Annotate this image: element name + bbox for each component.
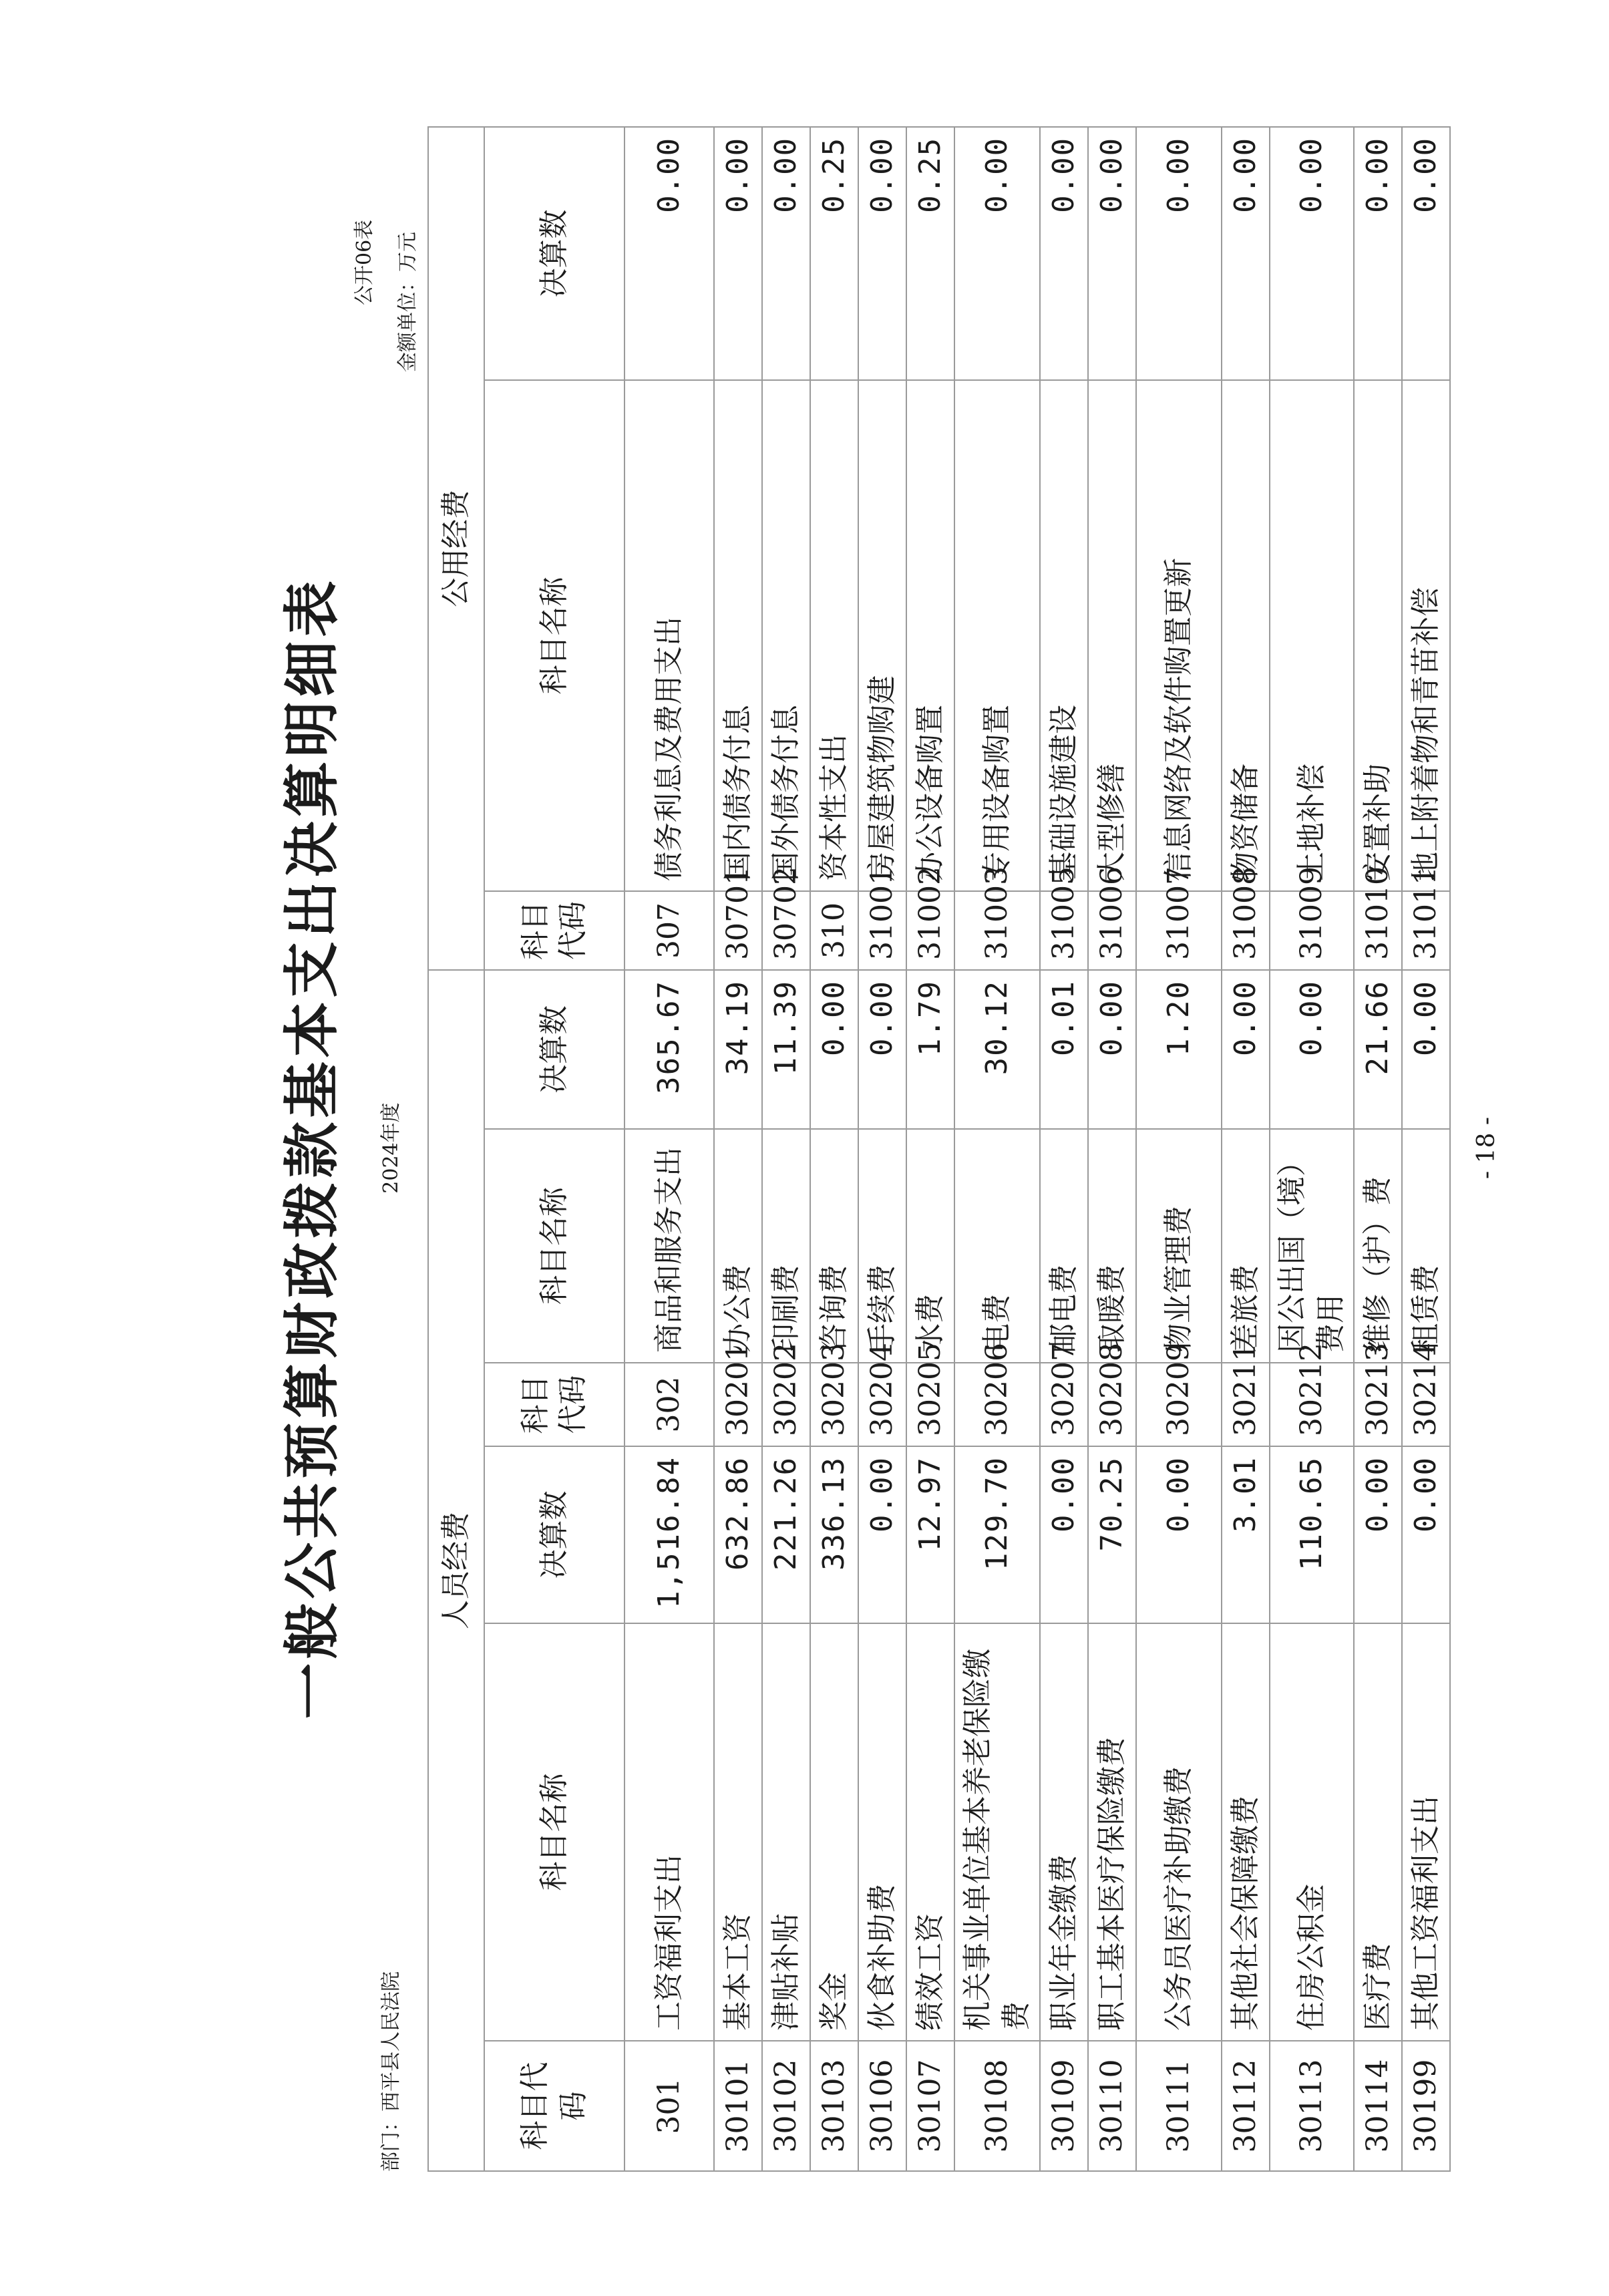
cell-c1: 30103 [810,2041,858,2171]
cell-n1: 医疗费 [1354,1623,1402,2041]
cell-n1: 其他工资福利支出 [1402,1623,1450,2041]
table-row [1270,127,1354,2171]
cell-a2: 0.00 [810,970,858,1129]
cell-c2: 302 [624,1363,714,1446]
cell-a1: 632.86 [714,1446,762,1623]
cell-n2: 水费 [906,1129,954,1363]
cell-c3: 307 [624,891,714,970]
table-row [714,127,762,2171]
cell-c1: 30113 [1270,2041,1354,2171]
header-amount-3: 决算数 [484,127,624,380]
cell-a3: 0.00 [858,127,906,380]
cell-c1: 30112 [1222,2041,1270,2171]
page-number: - 18 - [1473,1116,1500,1180]
cell-c1: 30108 [954,2041,1040,2171]
cell-c2: 30205 [906,1363,954,1446]
cell-n2: 咨询费 [810,1129,858,1363]
cell-a2: 0.00 [858,970,906,1129]
cell-n2: 手续费 [858,1129,906,1363]
cell-a3: 0.00 [954,127,1040,380]
cell-a1: 0.00 [1136,1446,1222,1623]
cell-c3: 310 [810,891,858,970]
table-row [1040,127,1088,2171]
cell-c1: 30114 [1354,2041,1402,2171]
cell-a2: 11.39 [762,970,810,1129]
cell-a3: 0.00 [1354,127,1402,380]
cell-n3: 国内债务付息 [714,380,762,891]
page-title: 一般公共预算财政拨款基本支出决算明细表 [279,577,345,1719]
cell-a2: 365.67 [624,970,714,1129]
header-name-3: 科目名称 [484,380,624,891]
cell-n2: 差旅费 [1222,1129,1270,1363]
cell-c1: 301 [624,2041,714,2171]
cell-n3: 物资储备 [1222,380,1270,891]
table-row [858,127,906,2171]
department-label: 部门：西平县人民法院 [379,1971,403,2172]
cell-c3: 31006 [1088,891,1136,970]
cell-c1: 30111 [1136,2041,1222,2171]
cell-c3: 31010 [1354,891,1402,970]
cell-c1: 30102 [762,2041,810,2171]
cell-n3: 信息网络及软件购置更新 [1136,380,1222,891]
cell-n1: 住房公积金 [1270,1623,1354,2041]
cell-n1: 公务员医疗补助缴费 [1136,1623,1222,2041]
cell-a1: 0.00 [1402,1446,1450,1623]
cell-a1: 110.65 [1270,1446,1354,1623]
cell-c3: 31005 [1040,891,1088,970]
cell-a3: 0.25 [810,127,858,380]
header-code-3: 科目 代码 [484,891,624,970]
cell-n1: 工资福利支出 [624,1623,714,2041]
cell-a2: 30.12 [954,970,1040,1129]
group-public: 公用经费 [428,127,484,970]
table-row [954,127,1040,2171]
cell-c3: 31008 [1222,891,1270,970]
cell-c2: 30208 [1088,1363,1136,1446]
cell-c3: 31002 [906,891,954,970]
table-row [624,127,714,2171]
cell-n2: 物业管理费 [1136,1129,1222,1363]
header-name: 科目名称 [484,1623,624,2041]
cell-a3: 0.00 [1270,127,1354,380]
cell-c3: 31011 [1402,891,1450,970]
cell-a3: 0.00 [714,127,762,380]
cell-a2: 0.01 [1040,970,1088,1129]
cell-c2: 30201 [714,1363,762,1446]
cell-n1: 绩效工资 [906,1623,954,2041]
cell-a1: 3.01 [1222,1446,1270,1623]
cell-a3: 0.00 [1402,127,1450,380]
cell-n2: 因公出国（境）费用 [1270,1129,1354,1363]
cell-n2: 印刷费 [762,1129,810,1363]
table-row [1088,127,1136,2171]
cell-n2: 电费 [954,1129,1040,1363]
cell-a1: 336.13 [810,1446,858,1623]
cell-a1: 129.70 [954,1446,1040,1623]
cell-c1: 30101 [714,2041,762,2171]
cell-c3: 31001 [858,891,906,970]
year-label: 2024年度 [379,1102,403,1194]
header-code: 科目代码 [484,2041,624,2171]
table-body [624,127,1450,2171]
cell-n3: 土地补偿 [1270,380,1354,891]
expenditure-table [427,126,1451,2172]
cell-a2: 0.00 [1088,970,1136,1129]
cell-c1: 30106 [858,2041,906,2171]
cell-n1: 职工基本医疗保险缴费 [1088,1623,1136,2041]
cell-n2: 商品和服务支出 [624,1129,714,1363]
cell-c2: 30203 [810,1363,858,1446]
cell-c1: 30107 [906,2041,954,2171]
cell-n1: 奖金 [810,1623,858,2041]
cell-n2: 维修（护）费 [1354,1129,1402,1363]
cell-n3: 房屋建筑物购建 [858,380,906,891]
cell-c3: 31007 [1136,891,1222,970]
cell-n1: 机关事业单位基本养老保险缴费 [954,1623,1040,2041]
cell-n2: 办公费 [714,1129,762,1363]
cell-n2: 取暖费 [1088,1129,1136,1363]
table-row [1354,127,1402,2171]
cell-c3: 31003 [954,891,1040,970]
cell-a3: 0.00 [1040,127,1088,380]
cell-n3: 国外债务付息 [762,380,810,891]
cell-c3: 30701 [714,891,762,970]
table-row [1402,127,1450,2171]
cell-a3: 0.00 [1088,127,1136,380]
header-code-2: 科目 代码 [484,1363,624,1446]
cell-a3: 0.25 [906,127,954,380]
cell-a1: 221.26 [762,1446,810,1623]
cell-n3: 大型修缮 [1088,380,1136,891]
cell-a2: 0.00 [1270,970,1354,1129]
cell-c2: 30214 [1402,1363,1450,1446]
cell-c2: 30213 [1354,1363,1402,1446]
cell-a2: 0.00 [1222,970,1270,1129]
cell-n3: 资本性支出 [810,380,858,891]
cell-n3: 专用设备购置 [954,380,1040,891]
table-row [906,127,954,2171]
table-row [1222,127,1270,2171]
table-row [762,127,810,2171]
cell-a2: 21.66 [1354,970,1402,1129]
cell-a3: 0.00 [1136,127,1222,380]
cell-a1: 70.25 [1088,1446,1136,1623]
cell-a3: 0.00 [1222,127,1270,380]
cell-c2: 30202 [762,1363,810,1446]
cell-c2: 30211 [1222,1363,1270,1446]
cell-a3: 0.00 [762,127,810,380]
cell-n1: 职业年金缴费 [1040,1623,1088,2041]
cell-c3: 30702 [762,891,810,970]
cell-n1: 其他社会保障缴费 [1222,1623,1270,2041]
header-name-2: 科目名称 [484,1129,624,1363]
cell-a1: 0.00 [858,1446,906,1623]
cell-a2: 0.00 [1402,970,1450,1129]
cell-c1: 30199 [1402,2041,1450,2171]
cell-a1: 12.97 [906,1446,954,1623]
header-amount: 决算数 [484,1446,624,1623]
cell-a2: 1.79 [906,970,954,1129]
table-row [810,127,858,2171]
cell-a2: 34.19 [714,970,762,1129]
unit-label: 金额单位：万元 [396,232,419,372]
cell-a1: 0.00 [1354,1446,1402,1623]
cell-c1: 30109 [1040,2041,1088,2171]
cell-c2: 30204 [858,1363,906,1446]
cell-c2: 30207 [1040,1363,1088,1446]
cell-n3: 基础设施建设 [1040,380,1088,891]
table-number: 公开06表 [353,219,376,305]
cell-n3: 办公设备购置 [906,380,954,891]
group-personnel: 人员经费 [428,970,484,2171]
cell-n1: 津贴补贴 [762,1623,810,2041]
cell-n2: 租赁费 [1402,1129,1450,1363]
cell-n2: 邮电费 [1040,1129,1088,1363]
cell-n1: 伙食补助费 [858,1623,906,2041]
cell-c2: 30209 [1136,1363,1222,1446]
cell-a1: 0.00 [1040,1446,1088,1623]
cell-a2: 1.20 [1136,970,1222,1129]
cell-a1: 1,516.84 [624,1446,714,1623]
cell-a3: 0.00 [624,127,714,380]
header-amount-2: 决算数 [484,970,624,1129]
cell-c2: 30212 [1270,1363,1354,1446]
cell-c2: 30206 [954,1363,1040,1446]
cell-c3: 31009 [1270,891,1354,970]
cell-n3: 地上附着物和青苗补偿 [1402,380,1450,891]
table-row [1136,127,1222,2171]
cell-c1: 30110 [1088,2041,1136,2171]
cell-n1: 基本工资 [714,1623,762,2041]
cell-n3: 安置补助 [1354,380,1402,891]
cell-n3: 债务利息及费用支出 [624,380,714,891]
